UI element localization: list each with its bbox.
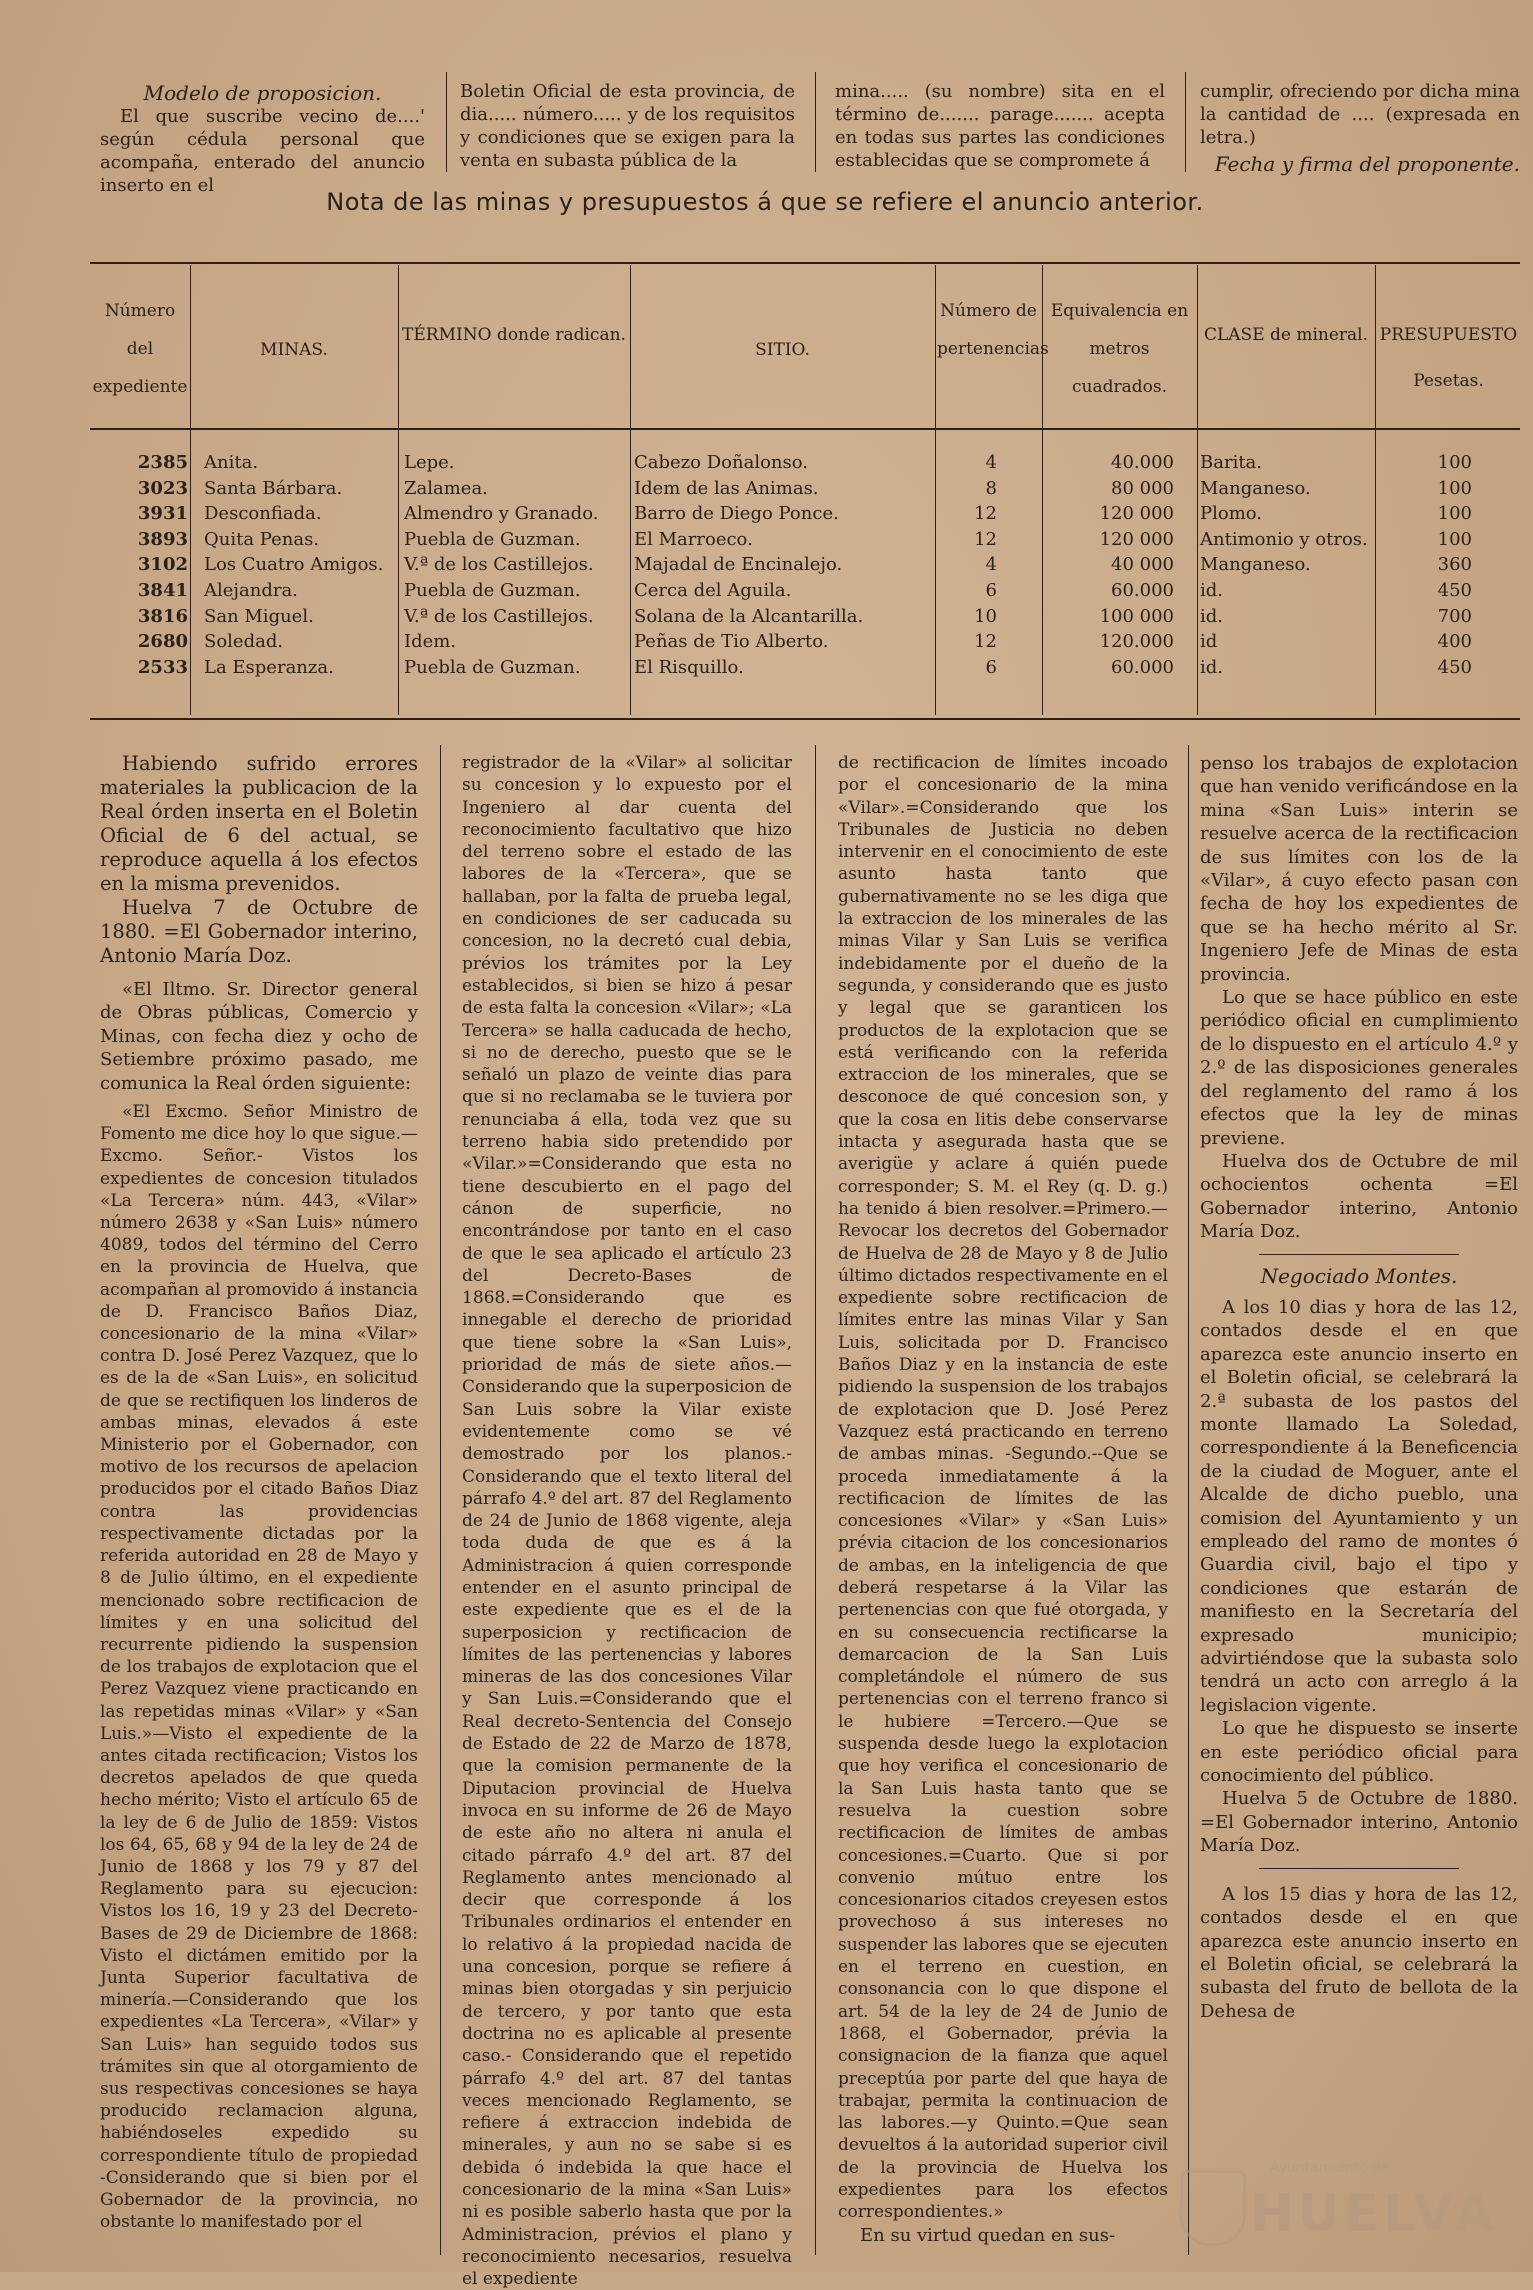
cell-presupuesto: 100: [1437, 503, 1472, 525]
paragraph: de rectificacion de límites incoado por el concesionario de la mina «Vilar».=Considerando que los Tribunales de Justicia no deben intervenir en el conocimiento de este asunto hasta tanto que gubernativamente no se les diga que la extraccion de los minerales de las minas Vilar y San Luis se verifica indebidamente por el dueño de la segunda, y considerando que es justo y legal que se garanticen los productos de la explotacion que se está verificando con la referida extraccion de los minerales, que se desconoce de qué concesion son, y que la cosa en litis debe conservarse intacta y asegurada hasta que se averigüe y aclare á quién puede corresponder; S. M. el Rey (q. D. g.) ha tenido á bien resolver.=Primero.—Revocar los decretos del Gobernador de Huelva de 28 de Mayo y 8 de Julio último dictados respectivamente en el expediente sobre rectificacion de límites entre las minas Vilar y San Luis, solicitada por D. Francisco Baños Diaz y en la instancia de este pidiendo la suspension de los trabajos de explotacion que D. José Perez Vazquez está practicando en terreno de ambas minas. -Segundo.--Que se proceda inmediatamente á la rectificacion de límites de las concesiones «Vilar» y «San Luis» prévia citacion de los concesionarios de ambas, en la inteligencia de que deberá respetarse á la Vilar las pertenencias con que fué otorgada, y en su consecuencia rectificarse la demarcacion de la San Luis completándole el número de sus pertenencias con el terreno franco si le hubiere =Tercero.—Que se suspenda desde luego la explotacion que hoy verifica el concesionario de la San Luis hasta tanto que se resuelva la cuestion sobre rectificacion de límites de ambas concesiones.=Cuarto. Que si por convenio mútuo entre los concesionarios citados creyesen estos provechoso á sus intereses no suspender las labores que se ejecuten en el terreno en cuestion, en consonancia con lo que dispone el art. 54 de la ley de 24 de Junio de 1868, el Gobernador, prévia la consignacion de la fianza que aquel preceptúa por parte del que haya de trabajar, permita la continuacion de las labores.—y Quinto.=Que sean devueltos á la autoridad superior civil de la provincia de Huelva los expedientes para los efectos correspondientes.»: [838, 753, 1168, 2223]
mines-list-title: Nota de las minas y presupuestos á que se refiere el anuncio anterior.: [326, 188, 1204, 216]
cell-termino: Almendro y Granado.: [404, 503, 599, 525]
cell-pertenencias: 4: [985, 452, 997, 473]
section-divider: [1259, 1868, 1459, 1869]
cell-equivalencia: 60.000: [1111, 580, 1174, 601]
paragraph: «El Excmo. Señor Ministro de Fomento me dice hoy lo que sigue.— Excmo. Señor.- Vistos los expedientes de concesion titulados «La Tercera» núm. 443, «Vilar» número 2638 y «San Luis» número 4089, todos del término del Cerro en la provincia de Huelva, que acompañan al promovido á instancia de D. Francisco Baños Diaz, concesionario de la mina «Vilar» contra D. José Perez Vazquez, que lo es de la de «San Luis», en solicitud de que se rectifiquen los linderos de ambas minas, elevados á este Ministerio por el Gobernador, con motivo de los recursos de apelacion producidos por el citado Baños Diaz contra las providencias respectivamente dictadas por la referida autoridad en 28 de Mayo y 8 de Julio último, en el expediente mencionado sobre rectificacion de límites y en una solicitud del recurrente pidiendo la suspension de los trabajos de explotacion que el Perez Vazquez viene practicando en las repetidas minas «Vilar» y «San Luis.»—Visto el expediente de la antes citada rectificacion; Vistos los decretos apelados de que queda hecho mérito; Visto el artículo 65 de la ley de 6 de Julio de 1859: Vistos los 64, 65, 68 y 94 de la ley de 24 de Junio de 1868 y los 79 y 87 del Reglamento para su ejecucion: Vistos los 16, 19 y 23 del Decreto-Bases de 29 de Diciembre de 1868: Visto el dictámen emitido por la Junta Superior facultativa de minería.—Considerando que los expedientes «La Tercera», «Vilar» y San Luis» han seguido todos sus trámites sin que al otorgamiento de sus respectivas concesiones se haya producido reclamacion alguna, habiéndoseles expedido su correspondiente título de propiedad -Considerando que si bien por el Gobernador de la provincia, no obstante lo manifestado por el: [100, 1102, 418, 2233]
paragraph: Lo que he dispuesto se inserte en este periódico oficial para conocimiento del público.: [1200, 1718, 1518, 1787]
column-rule: [815, 745, 816, 2255]
cell-pertenencias: 6: [985, 580, 997, 601]
cell-clase: Manganeso.: [1200, 477, 1311, 499]
cell-sitio: El Marroeco.: [634, 528, 753, 550]
cell-expediente: 3893: [137, 528, 188, 550]
body-column-2: [462, 752, 792, 2290]
cell-clase: Barita.: [1200, 452, 1263, 473]
body-column-4: [1200, 752, 1518, 2023]
cell-presupuesto: 100: [1437, 528, 1472, 550]
paragraph: Habiendo sufrido errores materiales la publicacion de la Real órden inserta en el Boletin Oficial de 6 del actual, se reproduce aquella á los efectos en la misma prevenidos.: [100, 752, 418, 895]
proposal-signature: Fecha y firma del proponente.: [1214, 152, 1520, 176]
paragraph: Huelva 7 de Octubre de 1880. =El Gobernador interino, Antonio María Doz.: [100, 896, 418, 967]
cell-presupuesto: 450: [1437, 580, 1472, 601]
header-sitio: SITIO.: [755, 340, 810, 360]
cell-pertenencias: 12: [974, 528, 997, 550]
cell-mina: Desconfiada.: [204, 503, 322, 525]
column-rule: [440, 745, 441, 2255]
cell-sitio: Barro de Diego Ponce.: [634, 503, 839, 525]
cell-equivalencia: 120 000: [1099, 503, 1174, 525]
cell-termino: V.ª de los Castillejos.: [404, 605, 594, 627]
cell-clase: id: [1200, 631, 1218, 653]
cell-expediente: 2385: [137, 452, 188, 473]
cell-presupuesto: 400: [1437, 631, 1472, 653]
proposal-model-text-1: El que suscribe vecino de....' según cédula personal que acompaña, enterado del anuncio inserto en el: [100, 106, 425, 196]
cell-termino: Idem.: [404, 631, 457, 653]
table-top-rule: [90, 262, 1520, 264]
cell-sitio: Cabezo Doñalonso.: [634, 452, 808, 473]
cell-presupuesto: 100: [1437, 477, 1472, 499]
column-rule: [1188, 745, 1189, 2255]
cell-clase: id.: [1200, 656, 1224, 678]
cell-expediente: 3816: [137, 605, 188, 627]
cell-presupuesto: 700: [1437, 605, 1472, 627]
cell-clase: Manganeso.: [1200, 554, 1311, 576]
cell-equivalencia: 60.000: [1111, 656, 1174, 678]
body-column-3: [838, 752, 1168, 2247]
cell-equivalencia: 120.000: [1099, 631, 1174, 653]
paragraph: Lo que se hace público en este periódico oficial en cumplimiento de lo dispuesto en el artículo 4.º y 2.º de las disposiciones generales del reglamento del ramo á los efectos que la ley de minas previene.: [1200, 987, 1518, 1149]
cell-pertenencias: 10: [974, 605, 997, 627]
cell-termino: Zalamea.: [404, 477, 488, 499]
cell-equivalencia: 100 000: [1099, 605, 1174, 627]
cell-termino: Puebla de Guzman.: [404, 580, 581, 601]
proposal-model-title: Modelo de proposicion.: [143, 81, 382, 105]
cell-mina: La Esperanza.: [204, 656, 334, 678]
header-termino: TÉRMINO donde radican.: [402, 325, 626, 345]
paragraph: En su virtud quedan en sus-: [860, 2224, 1116, 2246]
table-column-rule: [190, 265, 191, 715]
cell-expediente: 2680: [137, 631, 188, 653]
cell-expediente: 2533: [137, 656, 188, 678]
cell-sitio: Cerca del Aguila.: [634, 580, 792, 601]
coat-of-arms-icon: [1180, 2170, 1246, 2246]
cell-sitio: El Risquillo.: [634, 656, 744, 678]
proposal-model-text-2: Boletin Oficial de esta provincia, de dia..... número..... y de los requisitos y condiciones que se exigen para la venta en subasta pública de la: [460, 81, 795, 171]
cell-pertenencias: 12: [974, 631, 997, 653]
cell-sitio: Solana de la Alcantarilla.: [634, 605, 864, 627]
table-column-rule: [1197, 265, 1198, 715]
cell-clase: Antimonio y otros.: [1200, 528, 1368, 550]
cell-termino: V.ª de los Castillejos.: [404, 554, 594, 576]
cell-mina: Santa Bárbara.: [204, 477, 343, 499]
header-presupuesto: PRESUPUESTO Pesetas.: [1379, 325, 1518, 391]
cell-pertenencias: 12: [974, 503, 997, 525]
cell-equivalencia: 80 000: [1111, 477, 1174, 499]
cell-expediente: 3102: [137, 554, 188, 576]
cell-termino: Puebla de Guzman.: [404, 656, 581, 678]
cell-equivalencia: 40 000: [1111, 554, 1174, 576]
cell-sitio: Majadal de Encinalejo.: [634, 554, 843, 576]
paragraph: A los 15 dias y hora de las 12, contados desde el en que aparezca este anuncio inserto en el Boletin oficial, se celebrará la subasta del fruto de bellota de la Dehesa de: [1200, 1883, 1518, 2022]
cell-equivalencia: 40.000: [1111, 452, 1174, 473]
cell-presupuesto: 450: [1437, 656, 1472, 678]
watermark-line-2: HUELVA: [1250, 2184, 1499, 2244]
cell-presupuesto: 360: [1437, 554, 1472, 576]
cell-pertenencias: 4: [985, 554, 997, 576]
paragraph: Huelva 5 de Octubre de 1880. =El Gobernador interino, Antonio María Doz.: [1200, 1788, 1518, 1857]
table-column-rule: [1375, 265, 1376, 715]
proposal-model-text-4: cumplir, ofreciendo por dicha mina la cantidad de .... (expresada en letra.): [1200, 81, 1521, 148]
cell-termino: Puebla de Guzman.: [404, 528, 581, 550]
proposal-model-col1: [100, 82, 425, 197]
archive-watermark: [1180, 2150, 1510, 2260]
proposal-model-col3: [835, 80, 1165, 172]
paragraph: «El Iltmo. Sr. Director general de Obras públicas, Comercio y Minas, con fecha diez y ocho de Setiembre próximo pasado, me comunica la Real órden siguiente:: [100, 979, 418, 1094]
cell-expediente: 3931: [137, 503, 188, 525]
cell-termino: Lepe.: [404, 452, 455, 473]
proposal-model-text-3: mina..... (su nombre) sita en el término de....... parage....... acepta en todas sus partes las condiciones establecidas que se compromete á: [835, 81, 1165, 171]
paragraph: Huelva dos de Octubre de mil ochocientos ochenta =El Gobernador interino, Antonio María Doz.: [1200, 1150, 1518, 1243]
cell-expediente: 3023: [137, 477, 188, 499]
column-rule: [815, 72, 816, 172]
cell-mina: Soledad.: [204, 631, 284, 653]
paragraph: A los 10 dias y hora de las 12, contados desde el en que aparezca este anuncio inserto en el Boletin oficial, se celebrará la 2.ª subasta de los pastos del monte llamado La Soledad, correspondiente á la Beneficencia de la ciudad de Moguer, ante el Alcalde de dicho pueblo, una comision del Ayuntamiento y un empleado del ramo de montes ó Guardia civil, bajo el tipo y condiciones que estarán de manifiesto en la Secretaría del expresado municipio; advirtiéndose que la subasta solo tendrá un acto con arreglo á la legislacion vigente.: [1200, 1296, 1518, 1716]
paragraph: penso los trabajos de explotacion que han venido verificándose en la mina «San Luis» interin se resuelve acerca de la rectificacion de sus límites con los de la «Vilar», á cuyo efecto pasan con fecha de hoy los expedientes de que se ha hecho mérito al Sr. Ingeniero Jefe de Minas de esta provincia.: [1200, 753, 1518, 985]
header-pertenencias: Número de pertenencias: [937, 301, 1049, 359]
table-column-rule: [1042, 265, 1043, 715]
cell-sitio: Idem de las Animas.: [634, 477, 819, 499]
header-equivalencia: Equivalencia en metros cuadrados.: [1050, 301, 1189, 397]
header-clase: CLASE de mineral.: [1203, 325, 1369, 345]
proposal-model-col2: [460, 80, 795, 172]
cell-pertenencias: 8: [985, 477, 997, 499]
column-rule: [1185, 72, 1186, 172]
table-bottom-rule: [90, 718, 1520, 720]
cell-presupuesto: 100: [1437, 452, 1472, 473]
column-rule: [446, 72, 447, 172]
proposal-model-col4: [1200, 80, 1520, 176]
table-column-rule: [630, 265, 631, 715]
cell-clase: id.: [1200, 605, 1224, 627]
cell-pertenencias: 6: [985, 656, 997, 678]
cell-sitio: Peñas de Tio Alberto.: [634, 631, 829, 653]
paragraph: registrador de la «Vilar» al solicitar su concesion y lo expuesto por el Ingeniero al dar cuenta del reconocimiento facultativo que hizo del terreno sobre el estado de las labores de la «Tercera», que se hallaban, por la falta de prueba legal, en condiciones de ser caducada su concesion, no la decretó cual debia, prévios los trámites por la Ley establecidos, si bien se hizo á pesar de esta falta la concesion «Vilar»; «La Tercera» se halla caducada de hecho, si no de derecho, puesto que se le señaló un plazo de veinte dias para que si no reclamaba se le tuviera por renunciaba á ella, toda vez que su terreno habia sido pretendido por «Vilar.»=Considerando que esta no tiene descubierto en el pago del cánon de superficie, no encontrándose por tanto en el caso de que le sea aplicado el artículo 23 del Decreto-Bases de 1868.=Considerando que es innegable el derecho de prioridad que tiene sobre la «San Luis», prioridad de más de siete años.—Considerando que la superposicion de San Luis sobre la Vilar existe evidentemente como se vé demostrado por los planos.-Considerando que el texto literal del párrafo 4.º del art. 87 del Reglamento de 24 de Junio de 1868 vigente, aleja toda duda de que es á la Administracion á quien corresponde entender en el asunto principal de este expediente que es el de la superposicion y rectificacion de límites de las pertenencias y labores mineras de las dos concesiones Vilar y San Luis.=Considerando que el Real decreto-Sentencia del Consejo de Estado de 22 de Marzo de 1878, que la comision permanente de la Diputacion provincial de Huelva invoca en su informe de 26 de Mayo de este año no altera ni anula el citado párrafo 4.º del art. 87 del Reglamento antes mencionado al decir que corresponde á los Tribunales ordinarios el entender en lo relativo á la propiedad nacida de una concesion, porque se refiere á minas bien otorgadas y sin perjuicio de tercero, y por tanto que esta doctrina no es aplicable al presente caso.- Considerando que el repetido párrafo 4.º del art. 87 del tantas veces mencionado Reglamento, se refiere á extraccion indebida de minerales, y aun no se sabe si es debida ó indebida la que hace el concesionario de la mina «San Luis» ni es posible saberlo hasta que por la Administracion, prévios el plano y reconocimiento necesarios, resuelva el expediente: [462, 753, 792, 2290]
watermark-line-1: Ayuntamiento de: [1270, 2160, 1390, 2176]
cell-clase: id.: [1200, 580, 1224, 601]
cell-equivalencia: 120 000: [1099, 528, 1174, 550]
cell-mina: Los Cuatro Amigos.: [204, 554, 384, 576]
cell-mina: Alejandra.: [204, 580, 298, 601]
header-minas: MINAS.: [260, 340, 328, 360]
cell-mina: Anita.: [204, 452, 259, 473]
table-header-rule: [90, 428, 1520, 430]
cell-mina: Quita Penas.: [204, 528, 320, 550]
table-column-rule: [935, 265, 936, 715]
table-column-rule: [398, 265, 399, 715]
section-heading: Negociado Montes.: [1260, 1263, 1458, 1288]
cell-mina: San Miguel.: [204, 605, 314, 627]
header-expediente: Número del expediente: [92, 301, 188, 397]
body-column-1: [100, 752, 418, 2233]
cell-clase: Plomo.: [1200, 503, 1263, 525]
section-divider: [1259, 1254, 1459, 1255]
cell-expediente: 3841: [137, 580, 188, 601]
